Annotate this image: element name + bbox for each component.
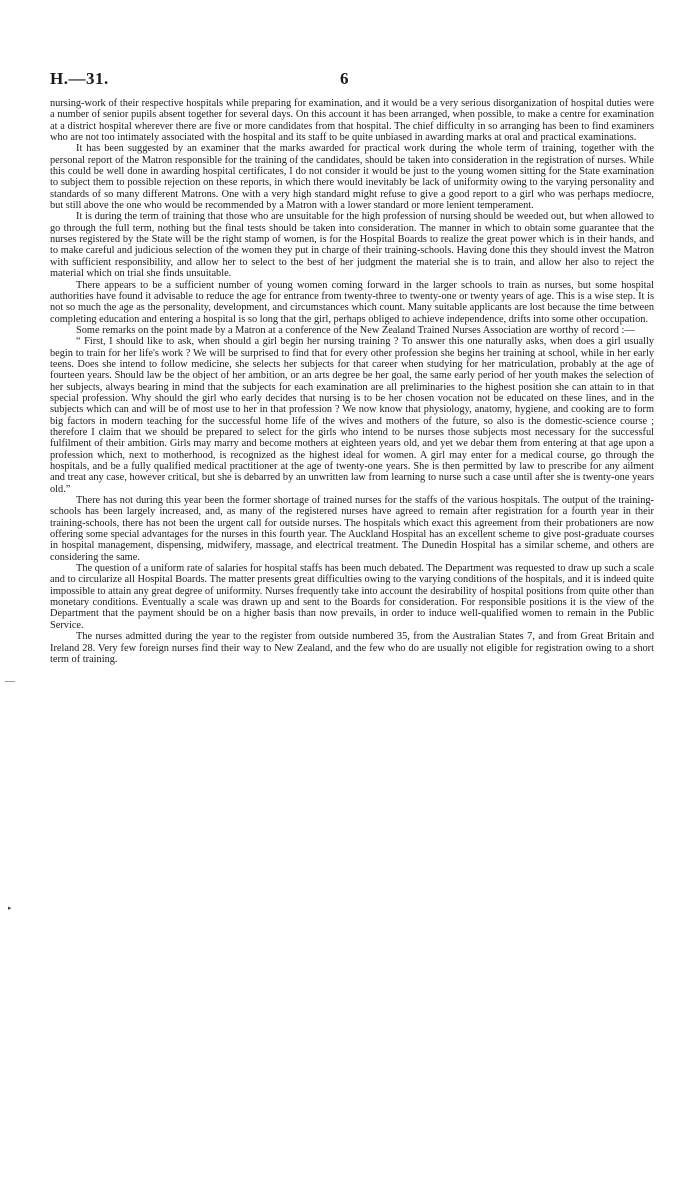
paragraph: The nurses admitted during the year to the register from outside numbered 35, from the Australian States 7, and from Great Britain and Ireland 28. Very few foreign nurses find their way to New Zealand, and the few who do are usually not eligible for registration owing to a short term of training. — [50, 631, 654, 665]
body-text — [50, 98, 654, 665]
margin-dash-mark: — — [5, 676, 15, 687]
paragraph: It is during the term of training that those who are unsuitable for the high profession of nursing should be weeded out, but when allowed to go through the full term, nothing but the final tests should be taken into consideration. The manner in which to obtain some guarantee that the nurses registered by the State will be the right stamp of women, is for the Hospital Boards to realize the great power which is in their hands, and to make careful and judicious selection of the women they put in charge of their training-schools. Having done this they should invest the Matron with sufficient responsibility, and allow her to select to the best of her judgment the material she is to train, and allow her also to reject the material which on trial she finds unsuitable. — [50, 211, 654, 280]
paragraph: There has not during this year been the former shortage of trained nurses for the staffs of the various hospitals. The output of the training-schools has been largely increased, and, as many of the registered nurses have agreed to remain after registration for a fourth year in their training-schools, there has not been the urgent call for outside nurses. The hospitals which exact this agreement from their probationers are now offering some special advantages for the nurses in this fourth year. The Auckland Hospital has an excellent scheme to give post-graduate courses in hospital management, dispensing, midwifery, massage, and electrical treatment. The Dunedin Hospital has a similar scheme, and others are considering the same. — [50, 495, 654, 563]
paragraph: Some remarks on the point made by a Matron at a conference of the New Zealand Trained Nurses Association are worthy of record :— — [76, 324, 635, 336]
paragraph: It has been suggested by an examiner that the marks awarded for practical work during the whole term of training, together with the personal report of the Matron responsible for the training of the candidates, should be taken into consideration in the registration of nurses. While this could be well done in awarding hospital certificates, I do not consider it would be just to the young women sitting for the State examination to subject them to possible rejection on these reports, in which there would inevitably be lack of uniformity owing to the varying personality and standards of so many different Matrons. One with a very high standard might refuse to give a good report to a girl who was perhaps mediocre, but still above the one who would be recommended by a Matron with a lower standard or more lenient temperament. — [50, 143, 654, 212]
paragraph: The question of a uniform rate of salaries for hospital staffs has been much debated. The Department was requested to draw up such a scale and to circularize all Hospital Boards. The matter presents great difficulties owing to the varying conditions of the hospitals, and it is indeed quite impossible to attain any great degree of uniformity. Nurses frequently take into account the desirability of hospital positions from quite other than monetary conditions. Eventually a scale was drawn up and sent to the Boards for consideration. For responsible positions it is the view of the Department that the payment should be on a higher basis than now prevails, in order to induce well-qualified women to remain in the Public Service. — [50, 563, 654, 631]
report-reference: H.—31. — [50, 69, 109, 88]
margin-arrow-mark: ▸ — [8, 904, 12, 912]
paragraph: nursing-work of their respective hospitals while preparing for examination, and it would be a very serious disorganization of hospital duties were a number of senior pupils absent together for several days. On this account it has been arranged, when possible, to make a centre for examination at a district hospital wherever there are five or more candidates from that hospital. The chief difficulty in so arranging has been to find examiners who are not too intimately associated with the hospital and its staff to be quite unbiased in awarding marks at oral and practical examinations. — [50, 98, 654, 144]
page-number: 6 — [340, 69, 349, 88]
quotation-paragraph: “ First, I should like to ask, when should a girl begin her nursing training ? To answer this one naturally asks, when does a girl usually begin to train for her life's work ? We will be surprised to find that for every other profession she begins her training at school, while in her early teens. Does she intend to follow medicine, she selects her subjects for that career when studying for her matriculation, probably at the age of fourteen years. Should law be the object of her ambition, or an arts degree be her goal, the same early period of her youth makes the selection of her subjects, always bearing in mind that the subjects for each examination are all preliminaries to the highest position she can attain to in that special profession. Why should the girl who early decides that nursing is to be her chosen vocation not be educated on these lines, and in the subjects which can and will be of most use to her in that profession ? We now know that physiology, anatomy, hygiene, and cooking are to form big factors in modern teaching for the successful home life of the wives and mothers of the future, so also is the domestic-science course ; therefore I claim that we should be prepared to select for the girls who intend to be nurses those subjects most necessary for the successful fulfilment of their ambition. Girls may marry and become mothers at eighteen years old, and yet we debar them from entering at that age upon a profession which, next to motherhood, is recognized as the highest ideal for women. A girl may enter for a medical course, go through the hospitals, and be a fully qualified medical practitioner at the age of twenty-one years. She is then permitted by law to prescribe for any ailment and treat any case, however critical, but she is debarred by an unwritten law from learning to nurse such a case until after she is twenty-one years old.” — [50, 336, 654, 495]
paragraph: There appears to be a sufficient number of young women coming forward in the larger schools to train as nurses, but some hospital authorities have found it advisable to reduce the age for entrance from twenty-three to twenty-one or twenty years of age. This is a wise step. It is not so much the age as the personality, development, and circumstances which count. Many suitable applicants are lost because the time between completing education and entering a hospital is so long that the girl, perhaps obliged to achieve independence, drifts into some other occupation. — [50, 279, 654, 325]
